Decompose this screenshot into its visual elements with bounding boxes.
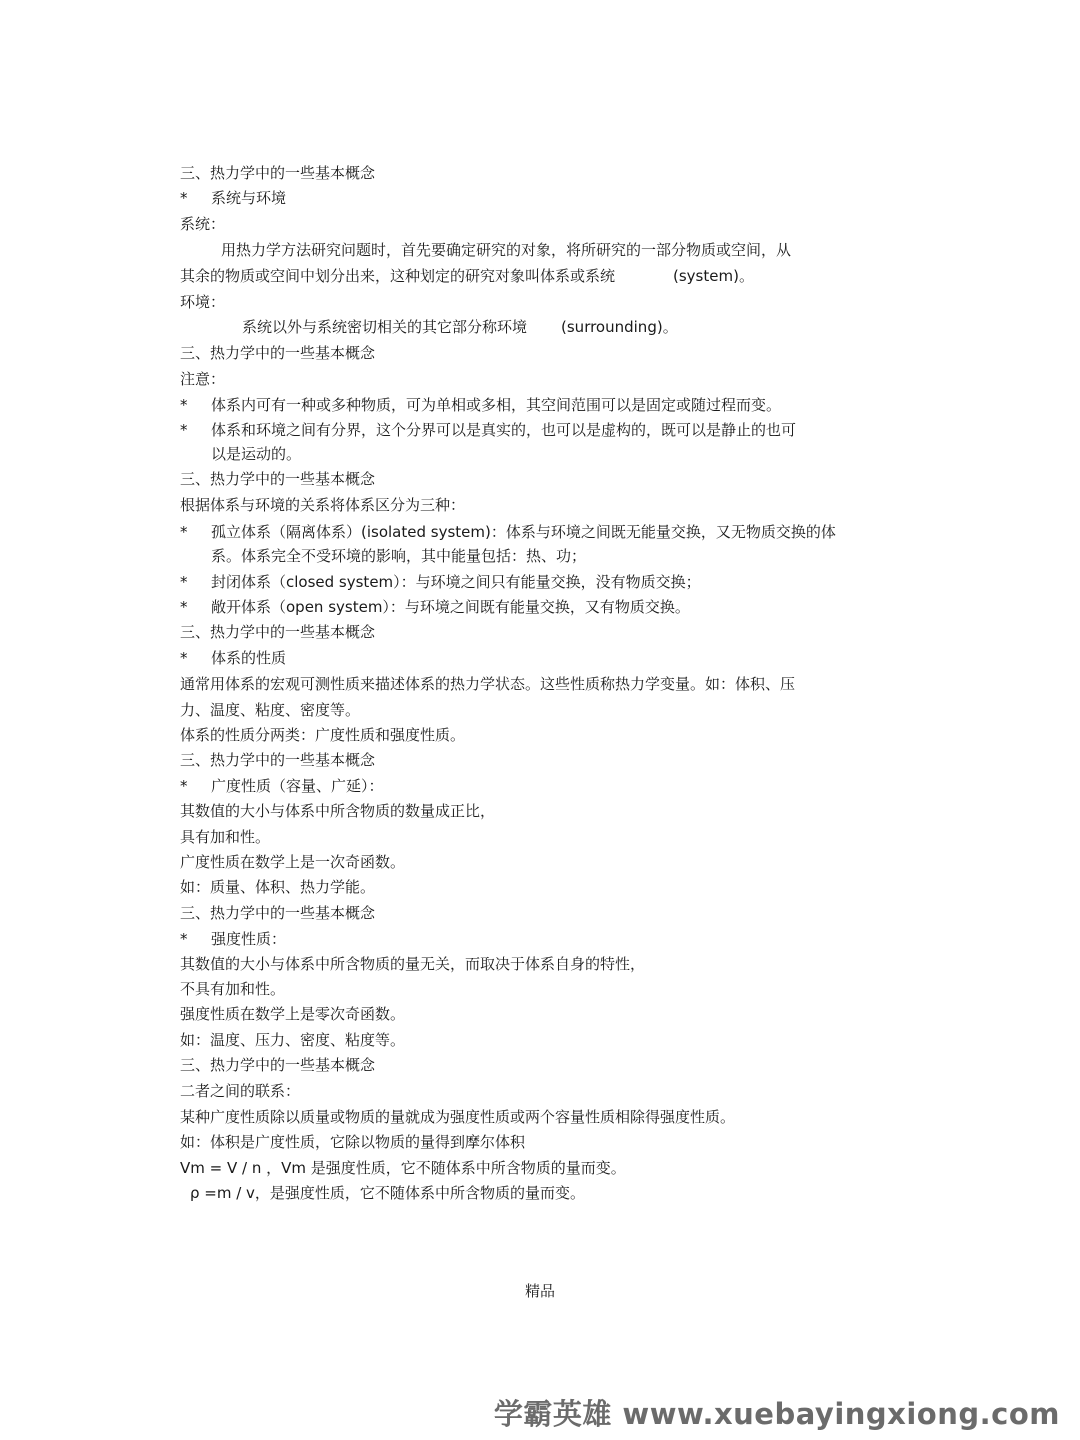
bullet-marker: *: [180, 930, 188, 948]
paragraph-line: [180, 978, 285, 1000]
heading-text: 三、热力学中的一些基本概念: [180, 344, 376, 362]
paragraph-text: 其数值的大小与体系中所含物质的量无关，而取决于体系自身的特性，: [180, 955, 646, 973]
bullet-continuation: [211, 443, 301, 465]
bullet-text: 体系和环境之间有分界，这个分界可以是真实的，也可以是虚构的，既可以是静止的也可: [211, 421, 797, 439]
section-heading: [180, 342, 375, 364]
formula-text: Vm = V / n ，Vm 是强度性质，它不随体系中所含物质的量而变。: [180, 1159, 626, 1177]
paragraph-text: 二者之间的联系：: [180, 1082, 301, 1100]
bullet-item: [180, 394, 781, 416]
bullet-marker: *: [180, 396, 188, 414]
paragraph-line: [180, 1131, 525, 1153]
paragraph-text: 系统：: [180, 215, 226, 233]
section-heading: [180, 162, 375, 184]
paragraph-line: [221, 239, 791, 261]
bullet-text: 孤立体系（隔离体系）(isolated system)：体系与环境之间既无能量交换，又无物质交换的体: [211, 523, 836, 541]
paragraph-text: 其余的物质或空间中划分出来，这种划定的研究对象叫体系或系统: [180, 267, 616, 285]
paragraph-text: 用热力学方法研究问题时，首先要确定研究的对象，将所研究的一部分物质或空间，从: [221, 241, 792, 259]
paragraph-line: [180, 851, 405, 873]
bullet-item: [180, 596, 690, 618]
bullet-text: 强度性质：: [211, 930, 287, 948]
bullet-item: [180, 928, 286, 950]
bullet-text: 广度性质（容量、广延）：: [211, 777, 384, 795]
heading-text: 三、热力学中的一些基本概念: [180, 164, 376, 182]
section-heading: [180, 902, 375, 924]
section-heading: [180, 749, 375, 771]
paragraph-text: 系统以外与系统密切相关的其它部分称环境: [242, 318, 528, 336]
paragraph-line: [180, 800, 495, 822]
formula-line: [190, 1182, 585, 1204]
bullet-item: [180, 571, 701, 593]
paragraph-line: [180, 213, 225, 235]
bullet-text: 以是运动的。: [211, 445, 302, 463]
paragraph-line: [180, 1080, 300, 1102]
bullet-marker: *: [180, 421, 188, 439]
heading-text: 三、热力学中的一些基本概念: [180, 470, 376, 488]
paragraph-term: (system)。: [673, 267, 754, 285]
heading-text: 三、热力学中的一些基本概念: [180, 1056, 376, 1074]
bullet-text: 敞开体系（open system）：与环境之间既有能量交换，又有物质交换。: [211, 598, 690, 616]
bullet-item: [180, 187, 286, 209]
paragraph-line: [180, 291, 225, 313]
paragraph-line: [180, 1003, 405, 1025]
paragraph-line: [180, 1106, 735, 1128]
paragraph-text: 广度性质在数学上是一次奇函数。: [180, 853, 406, 871]
paragraph-line: [180, 724, 465, 746]
bullet-marker: *: [180, 649, 188, 667]
bullet-item: [180, 775, 384, 797]
bullet-marker: *: [180, 777, 188, 795]
bullet-text: 系。体系完全不受环境的影响，其中能量包括：热、功；: [211, 547, 587, 565]
bullet-item: [180, 521, 836, 543]
bullet-item: [180, 647, 286, 669]
site-watermark: 学霸英雄 www.xuebayingxiong.com: [493, 1397, 1060, 1431]
paragraph-text: 某种广度性质除以质量或物质的量就成为强度性质或两个容量性质相除得强度性质。: [180, 1108, 736, 1126]
section-heading: [180, 468, 375, 490]
bullet-item: [180, 419, 796, 441]
bullet-marker: *: [180, 573, 188, 591]
paragraph-text: 注意：: [180, 370, 226, 388]
paragraph-line: [180, 699, 360, 721]
paragraph-text: 根据体系与环境的关系将体系区分为三种：: [180, 496, 466, 514]
bullet-text: 体系内可有一种或多种物质，可为单相或多相，其空间范围可以是固定或随过程而变。: [211, 396, 782, 414]
footer-label: 精品: [524, 1282, 555, 1300]
paragraph-term: (surrounding)。: [561, 318, 678, 336]
bullet-text: 封闭体系（closed system）：与环境之间只有能量交换，没有物质交换；: [211, 573, 701, 591]
paragraph-text: 如：体积是广度性质，它除以物质的量得到摩尔体积: [180, 1133, 526, 1151]
paragraph-line: [180, 673, 795, 695]
paragraph-text: 强度性质在数学上是零次奇函数。: [180, 1005, 406, 1023]
section-heading: [180, 621, 375, 643]
bullet-text: 体系的性质: [211, 649, 287, 667]
paragraph-text: 环境：: [180, 293, 226, 311]
paragraph-line: [180, 1029, 405, 1051]
paragraph-text: 其数值的大小与体系中所含物质的数量成正比，: [180, 802, 496, 820]
paragraph-text: 具有加和性。: [180, 828, 271, 846]
bullet-marker: *: [180, 598, 188, 616]
paragraph-text: 如：质量、体积、热力学能。: [180, 878, 376, 896]
heading-text: 三、热力学中的一些基本概念: [180, 904, 376, 922]
heading-text: 三、热力学中的一些基本概念: [180, 751, 376, 769]
paragraph-line: [180, 876, 375, 898]
paragraph-line: [180, 826, 270, 848]
paragraph-text: 力、温度、粘度、密度等。: [180, 701, 361, 719]
formula-line: [180, 1157, 626, 1179]
paragraph-text: 体系的性质分两类：广度性质和强度性质。: [180, 726, 466, 744]
paragraph-text: 如：温度、压力、密度、粘度等。: [180, 1031, 406, 1049]
bullet-text: 系统与环境: [211, 189, 287, 207]
heading-text: 三、热力学中的一些基本概念: [180, 623, 376, 641]
paragraph-line: [242, 316, 678, 338]
bullet-continuation: [211, 545, 586, 567]
paragraph-line: [180, 494, 465, 516]
section-heading: [180, 1054, 375, 1076]
bullet-marker: *: [180, 189, 188, 207]
paragraph-text: 不具有加和性。: [180, 980, 286, 998]
paragraph-line: [180, 265, 754, 287]
formula-text: ρ =m / v，是强度性质，它不随体系中所含物质的量而变。: [190, 1184, 585, 1202]
paragraph-text: 通常用体系的宏观可测性质来描述体系的热力学状态。这些性质称热力学变量。如：体积、压: [180, 675, 796, 693]
paragraph-line: [180, 953, 645, 975]
bullet-marker: *: [180, 523, 188, 541]
paragraph-line: [180, 368, 225, 390]
